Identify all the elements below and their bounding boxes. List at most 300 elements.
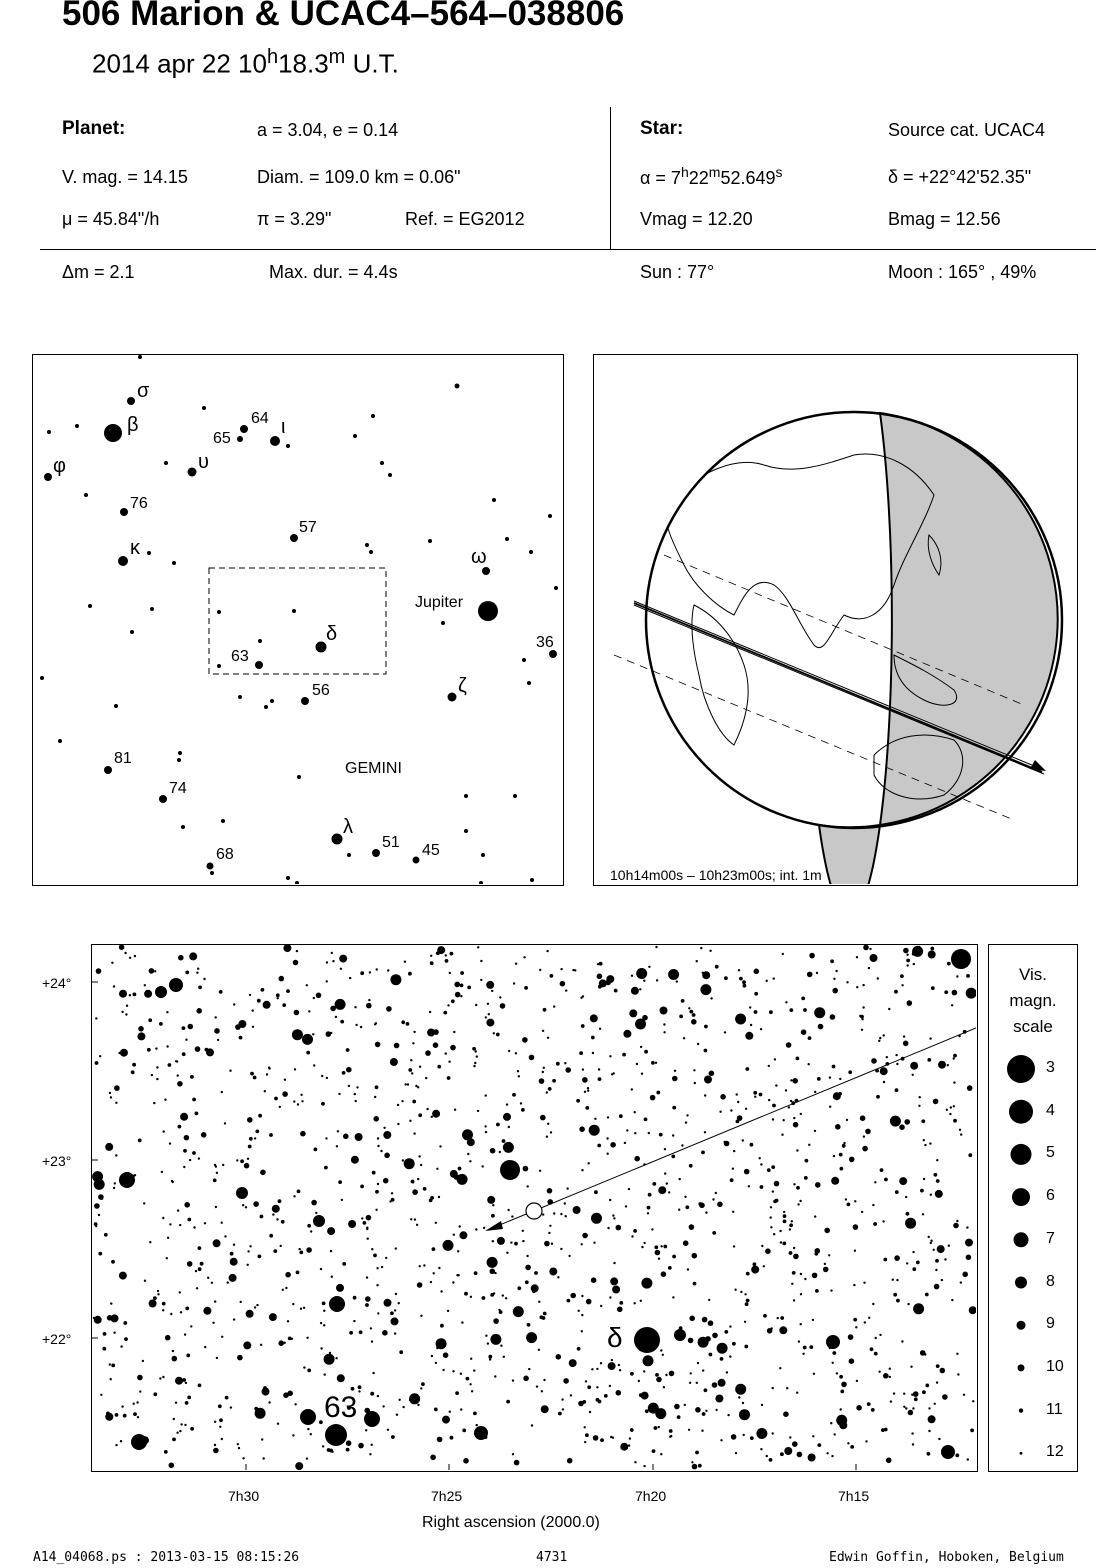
field-star [485,1016,487,1018]
field-star [166,1011,168,1013]
field-star [517,1286,521,1290]
field-star [611,1359,613,1361]
field-star [763,1435,765,1437]
finder-star [120,508,128,516]
field-star [766,980,768,982]
field-star [94,1179,105,1190]
field-star [162,1309,164,1311]
field-star [476,1424,478,1426]
field-star [699,1203,705,1209]
field-star [221,1438,223,1440]
field-star [630,1372,634,1376]
field-star [865,1129,871,1135]
footer-file-info: A14_04068.ps : 2013-03-15 08:15:26 [33,1550,300,1565]
field-star [597,1144,601,1148]
field-star [193,1226,195,1228]
field-star [863,945,869,950]
field-star [198,1384,202,1388]
field-star [161,1171,163,1173]
field-star [459,1231,467,1239]
field-star [575,1209,579,1213]
field-star [506,1252,508,1254]
field-star [395,1293,397,1295]
field-star [536,1385,538,1387]
field-star [567,1299,571,1303]
field-star [588,1162,590,1164]
field-star [129,994,131,996]
field-star [710,997,712,999]
field-star [257,999,261,1003]
field-star [493,1032,495,1034]
finder-star [286,876,290,880]
field-star [640,1300,642,1302]
field-star [578,1310,580,1312]
field-star [872,1204,874,1206]
field-star [660,1245,662,1247]
field-star [450,1436,454,1440]
field-star [331,1276,333,1278]
field-star [306,984,308,986]
field-star [244,1163,250,1169]
legend-title-line-3: scale [1013,1017,1053,1036]
field-star [864,1321,866,1323]
field-star [175,1060,177,1062]
field-star [375,1042,381,1048]
field-star [153,1102,155,1104]
field-star [691,1019,697,1025]
field-star [791,1220,793,1222]
field-star [207,1277,209,1279]
field-star [785,1089,787,1091]
field-star [184,1202,190,1208]
field-star [745,1067,749,1071]
field-star [655,1250,661,1256]
field-star [779,1326,787,1334]
field-star [437,1065,441,1069]
field-star [790,1079,792,1081]
finder-star [188,468,197,477]
field-star [436,1347,438,1349]
field-star [359,1330,363,1334]
field-star [953,1057,955,1059]
field-star [196,972,198,974]
field-star [341,1004,343,1006]
field-star [608,1362,616,1370]
field-star [600,1438,604,1442]
field-star [568,1255,570,1257]
field-star [443,1011,447,1015]
field-star [487,1196,495,1204]
field-star [269,1133,273,1137]
field-star [641,1278,652,1289]
field-star [473,1065,475,1067]
field-star [772,1432,774,1434]
field-star [625,1205,627,1207]
field-star [832,1362,834,1364]
field-star [105,1143,113,1151]
field-star [438,1196,440,1198]
field-star [944,1258,946,1260]
field-star [198,1157,200,1159]
field-star [369,1453,371,1455]
field-star [815,1182,821,1188]
field-star [643,1370,645,1372]
field-star [769,1458,773,1462]
field-star [928,1430,930,1432]
field-star [324,1166,328,1170]
field-star [366,1003,372,1009]
field-star [429,1011,431,1013]
field-star [182,1052,186,1056]
field-star [371,1340,373,1342]
finder-star [482,567,490,575]
field-star [490,1293,494,1297]
legend-magnitude-dot [1012,1188,1030,1206]
bright-star [300,1409,316,1425]
field-star [240,1301,242,1303]
field-star [564,1202,566,1204]
field-star [109,1092,111,1094]
field-star [149,968,155,974]
field-star [802,1353,804,1355]
field-star [348,1220,356,1228]
finder-star [372,849,380,857]
field-star [412,1100,416,1104]
field-star [678,1209,680,1211]
field-star [358,1390,360,1392]
field-star [297,1190,301,1194]
field-star [433,1029,439,1035]
field-star [303,1307,305,1309]
field-star [664,1148,666,1150]
field-star [636,1063,638,1065]
field-star [499,996,501,998]
field-star [162,1217,164,1219]
field-star [456,1274,458,1276]
field-star [294,1068,296,1070]
field-star [445,959,449,963]
field-star [663,1386,665,1388]
field-star [113,985,115,987]
field-star [585,1433,589,1437]
field-star [137,1032,145,1040]
field-star [656,1377,662,1383]
field-star [655,1062,657,1064]
field-star [321,1075,323,1077]
field-star [928,951,936,959]
finder-star-label: ζ [458,675,467,697]
field-star [113,1187,115,1189]
field-star [514,1460,520,1466]
bright-star [951,949,971,969]
field-star [840,1390,844,1394]
field-star [901,1340,903,1342]
field-star [655,946,657,948]
field-star [832,1065,836,1069]
field-star [613,1262,615,1264]
field-star [377,1395,379,1397]
field-star [179,1430,181,1432]
field-star [253,1076,257,1080]
field-star [211,1282,213,1284]
field-star [485,1335,487,1337]
field-star [774,1058,776,1060]
finder-star [286,444,290,448]
field-star [277,997,279,999]
finder-star [527,681,531,685]
finder-star [505,537,509,541]
field-star [396,1414,398,1416]
field-star [162,1302,166,1306]
field-star [796,1392,798,1394]
field-star [412,1042,414,1044]
field-star [818,1024,824,1030]
field-star [110,1096,112,1098]
field-star [912,1251,914,1253]
field-star [511,1215,513,1217]
footer-author: Edwin Goffin, Hoboken, Belgium [829,1550,1064,1565]
field-star [619,1301,623,1305]
field-star [197,968,199,970]
field-star [842,1144,846,1148]
field-star [892,1279,894,1281]
field-star [655,1373,659,1377]
field-star [853,1284,855,1286]
field-star [645,1409,649,1413]
star-right-ascension: $\alpha = 7^h22^m52.649^s$ [640,164,783,188]
finder-star [549,650,557,658]
field-star [780,1241,782,1243]
field-star [736,1093,738,1095]
field-star [930,947,934,951]
field-star [904,1119,910,1125]
field-star [671,1155,675,1159]
field-star [487,1003,489,1005]
field-star [931,986,935,990]
field-star [166,1045,168,1047]
field-star [720,1357,724,1361]
finder-star [479,881,483,884]
field-star [630,1428,634,1432]
finder-star [478,601,498,621]
finder-star-label: ω [471,546,487,568]
finder-star [44,473,52,481]
field-star [358,1443,364,1449]
field-star [712,1231,716,1235]
field-star [175,1377,183,1385]
field-star [786,1387,788,1389]
field-star [708,1299,710,1301]
field-star [565,1215,567,1217]
field-star [544,1241,550,1247]
field-star [643,1355,654,1366]
field-star [482,1165,484,1167]
field-star [607,1227,609,1229]
field-star [462,1129,473,1140]
footer-number: 4731 [536,1550,568,1565]
field-star [551,1243,553,1245]
field-star [597,963,599,965]
field-star [604,1394,608,1398]
field-star [335,1357,337,1359]
field-star [119,945,125,950]
finder-star [529,550,533,554]
field-star [432,1110,440,1118]
field-star [599,1028,601,1030]
field-star [938,1061,946,1069]
field-star [313,1064,315,1066]
field-star [928,1407,930,1409]
field-star [689,1382,691,1384]
field-star [310,1230,312,1232]
field-star [700,984,711,995]
field-star [335,1016,337,1018]
field-star [215,1016,217,1018]
field-star [477,1110,479,1112]
field-star [631,1088,633,1090]
bright-star [329,1296,345,1312]
field-star [523,956,525,958]
field-star [462,1429,466,1433]
field-star [799,1200,801,1202]
field-star [541,1405,549,1413]
field-star [326,961,328,963]
finder-star [264,705,268,709]
field-star [111,962,113,964]
field-star [658,1426,660,1428]
field-star [800,1113,802,1115]
field-star [878,1040,880,1042]
field-star [771,1165,775,1169]
field-star [353,1320,355,1322]
field-star [830,1014,836,1020]
field-star [520,1102,522,1104]
event-date: 2014 apr 22 10 [92,48,267,79]
field-star [950,1106,952,1108]
field-star [314,1148,318,1152]
field-star [696,960,698,962]
field-star [417,1404,419,1406]
field-star [648,1132,650,1134]
field-star [398,1302,400,1304]
field-star [600,1305,602,1307]
field-star [282,1091,288,1097]
field-star [100,1394,102,1396]
field-star [189,954,195,960]
field-star [598,1068,600,1070]
field-star [896,1299,900,1303]
field-star [913,1391,919,1397]
field-star [254,1306,256,1308]
field-star [320,1347,322,1349]
field-star [172,1181,174,1183]
finder-star [554,586,558,590]
field-star [184,1135,190,1141]
field-star [591,1368,593,1370]
field-star [593,1435,599,1441]
finder-star [297,775,301,779]
field-star [585,1106,589,1110]
field-star [552,1079,556,1083]
finder-star [369,550,373,554]
sun-elongation: Sun : 77° [640,262,715,282]
field-star [951,1299,953,1301]
field-star [781,1134,783,1136]
field-star [813,1373,815,1375]
field-star [737,1115,743,1121]
field-star [340,1020,344,1024]
field-star [966,974,970,978]
field-star [249,1245,251,1247]
field-star [164,1450,168,1454]
field-star [585,1380,587,1382]
finder-star [295,881,299,884]
field-star [561,1398,563,1400]
field-star [830,1289,832,1291]
field-star [346,1048,350,1052]
field-star [315,1212,317,1214]
legend-magnitude-label: 7 [1046,1229,1055,1247]
field-star [467,986,471,990]
field-star [366,1227,368,1229]
field-star [416,1224,418,1226]
field-star [180,1113,188,1121]
finder-star [258,639,262,643]
field-star [895,1190,899,1194]
field-star [789,1008,793,1012]
field-star [260,1215,264,1219]
field-star [911,1432,913,1434]
field-star [831,1177,839,1185]
field-star [701,1151,705,1155]
field-star [695,1407,701,1413]
field-star [839,1375,843,1379]
field-star [104,1233,108,1237]
field-star [425,1077,427,1079]
field-star [255,1408,266,1419]
field-star [490,1148,496,1154]
globe-time-caption: 10h14m00s – 10h23m00s; int. 1m [610,867,822,883]
field-star [688,1007,690,1009]
bright-star [155,986,167,998]
field-star [754,992,758,996]
field-star [134,955,136,957]
field-star [894,1255,900,1261]
field-star [905,1218,916,1229]
field-star [473,1412,477,1416]
field-star [804,1278,806,1280]
field-star [397,1123,399,1125]
field-star [506,1400,510,1404]
field-star [376,1284,378,1286]
field-star [486,981,494,989]
field-star [258,1114,262,1118]
field-star [927,1452,931,1456]
field-star [442,1369,444,1371]
field-star [809,953,815,959]
field-star [853,1224,859,1230]
field-star [102,1347,106,1351]
field-star [742,1139,744,1141]
field-star [243,1341,251,1349]
field-star [235,1024,241,1030]
field-star [861,1029,863,1031]
finder-star [221,819,225,823]
field-star [227,1281,229,1283]
planet-reference: Ref. = EG2012 [405,209,525,229]
field-star [115,1413,119,1417]
field-star [435,1222,437,1224]
